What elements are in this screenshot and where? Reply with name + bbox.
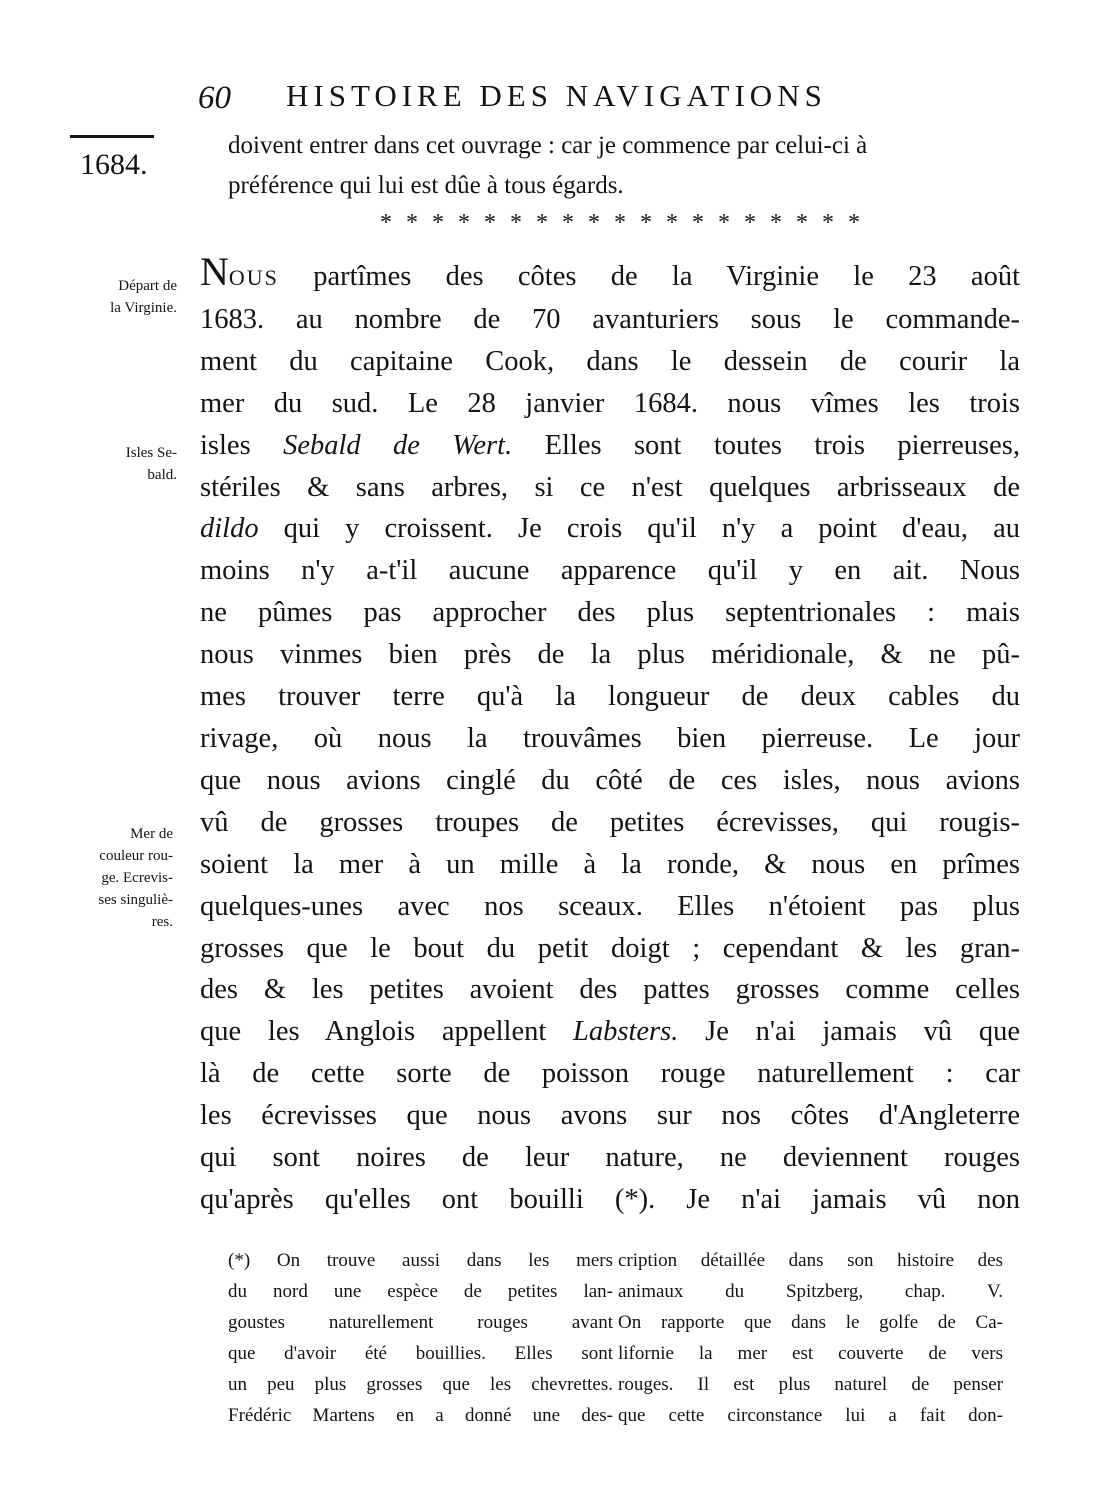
footnote-line: goustes naturellement rouges avant [228,1312,613,1333]
small-caps: OUS [228,265,279,290]
text-line: des & les petites avoient des pattes grosses comme celles [200,974,1020,1006]
footnote-line: rouges. Il est plus naturel de penser [618,1374,1003,1395]
section-separator: * * * * * * * * * * * * * * * * * * * [380,210,864,236]
main-text [200,249,1020,1221]
footnote-right-column [618,1245,1003,1431]
text-line: ne pûmes pas approcher des plus septentrionales : mais [200,597,1020,629]
italic-term: dildo [200,513,259,545]
text-line: dildo qui y croissent. Je crois qu'il n'y a point d'eau, au [200,513,1020,545]
intro-line: préférence qui lui est dûe à tous égards. [228,172,624,199]
footnote-line: du nord une espèce de petites lan- [228,1281,613,1302]
intro-text [228,126,1018,206]
text-line: quelques-unes avec nos sceaux. Elles n'étoient pas plus [200,890,1020,922]
footnote-line: On rapporte que dans le golfe de Ca- [618,1312,1003,1333]
text-line: isles Sebald de Wert. Elles sont toutes trois pierreuses, [200,429,1020,461]
running-title: HISTOIRE DES NAVIGATIONS [286,78,827,113]
text-line: qu'après qu'elles ont bouilli (*). Je n'ai jamais vû non [200,1183,1020,1215]
margin-note-line: bald. [147,467,177,483]
footnote-line: cription détaillée dans son histoire des [618,1250,1003,1271]
margin-note-line: Isles Se- [125,445,177,461]
text-line: ment du capitaine Cook, dans le dessein de courir la [200,345,1020,377]
text-line: qui sont noires de leur nature, ne deviennent rouges [200,1142,1020,1174]
text-line: moins n'y a-t'il aucune apparence qu'il y en ait. Nous [200,555,1020,587]
footnote-left-column [228,1245,613,1431]
footnote-line: (*) On trouve aussi dans les mers [228,1250,613,1271]
intro-line: doivent entrer dans cet ouvrage : car je commence par celui-ci à [228,132,868,159]
margin-note-isles [62,442,177,486]
footnote-line: un peu plus grosses que les chevrettes. [228,1374,613,1395]
margin-note-line: Mer de [130,826,173,842]
margin-note-line: ge. Ecrevis- [101,870,173,886]
margin-note-line: ses singuliè- [98,892,173,908]
year-rule [70,135,154,138]
footnote-line: Frédéric Martens en a donné une des- [228,1405,613,1426]
text-line: là de cette sorte de poisson rouge naturellement : car [200,1058,1020,1090]
text-line: NOUS partîmes des côtes de la Virginie le 23 août [200,249,1020,294]
text-line: mes trouver terre qu'à la longueur de deux cables du [200,681,1020,713]
margin-note-line: couleur rou- [99,848,173,864]
margin-note-depart [62,275,177,319]
margin-note-line: la Virginie. [110,300,177,316]
italic-place-name: Sebald de Wert. [283,429,513,461]
text-line: stériles & sans arbres, si ce n'est quelques arbrisseaux de [200,471,1020,503]
page-number: 60 [198,80,231,116]
text-line: rivage, où nous la trouvâmes bien pierreuse. Le jour [200,722,1020,754]
text-line: les écrevisses que nous avons sur nos côtes d'Angleterre [200,1100,1020,1132]
text-line: que les Anglois appellent Labsters. Je n'ai jamais vû que [200,1016,1020,1048]
margin-note-line: Départ de [118,278,177,294]
italic-term: Labsters. [573,1016,679,1048]
text-line: grosses que le bout du petit doigt ; cependant & les gran- [200,932,1020,964]
text-line: soient la mer à un mille à la ronde, & nous en prîmes [200,848,1020,880]
drop-cap: N [200,249,229,294]
margin-note-mer [58,823,173,933]
footnote-line: que cette circonstance lui a fait don- [618,1405,1003,1426]
text-line: vû de grosses troupes de petites écrevisses, qui rougis- [200,806,1020,838]
text-line: que nous avions cinglé du côté de ces isles, nous avions [200,764,1020,796]
footnote-line: animaux du Spitzberg, chap. V. [618,1281,1003,1302]
margin-note-line: res. [151,914,173,930]
text-line: 1683. au nombre de 70 avanturiers sous le commande- [200,303,1020,335]
text-line: nous vinmes bien près de la plus méridionale, & ne pû- [200,639,1020,671]
footnote-line: lifornie la mer est couverte de vers [618,1343,1003,1364]
footnote-line: que d'avoir été bouillies. Elles sont [228,1343,613,1364]
text-line: mer du sud. Le 28 janvier 1684. nous vîmes les trois [200,387,1020,419]
margin-year: 1684. [80,148,148,181]
